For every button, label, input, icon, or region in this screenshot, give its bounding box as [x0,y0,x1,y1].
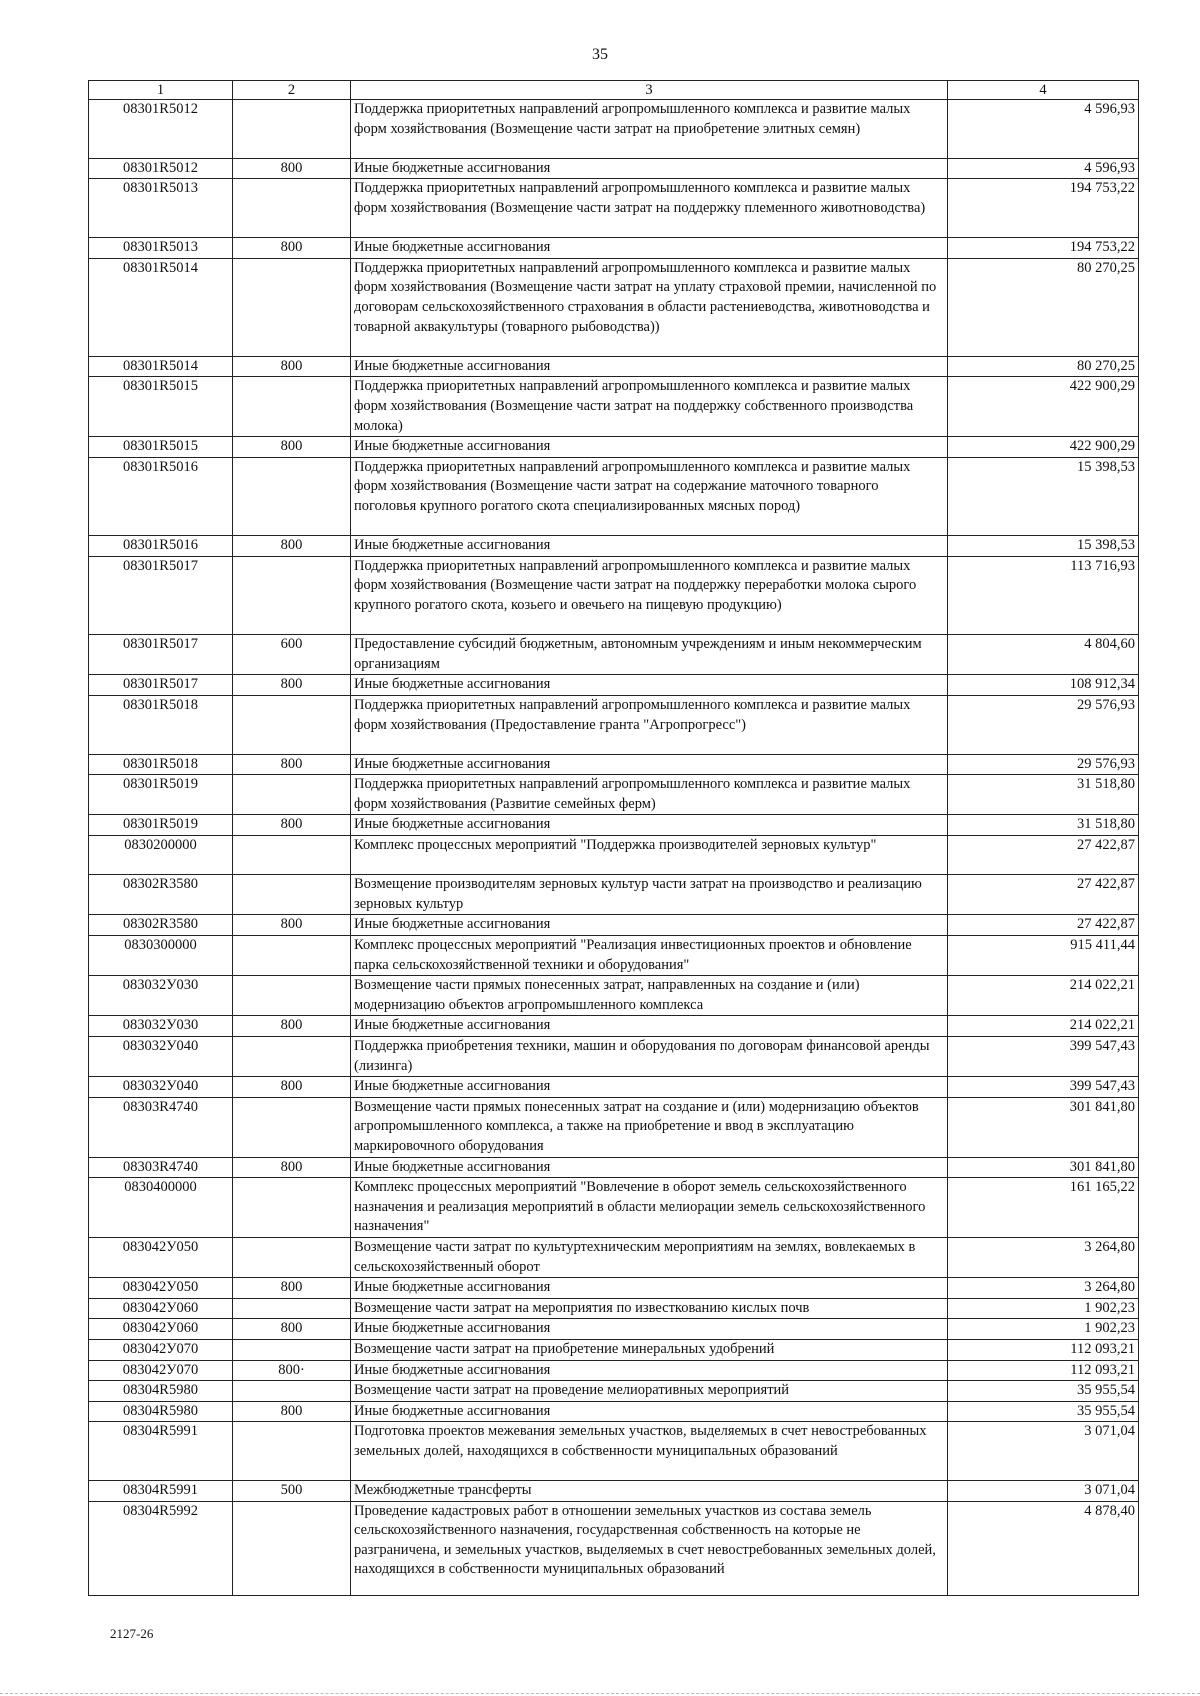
table-row [89,675,1139,696]
row-expense-type [233,1339,351,1360]
row-expense-type: 800 [233,915,351,936]
row-code: 08304R5991 [89,1422,233,1481]
row-amount: 3 264,80 [948,1237,1139,1277]
table-row [89,695,1139,754]
row-expense-type [233,1422,351,1481]
table-row [89,875,1139,915]
row-name: Возмещение части затрат на проведение мелиоративных мероприятий [351,1381,948,1402]
row-code: 083042У050 [89,1278,233,1299]
row-name: Иные бюджетные ассигнования [351,356,948,377]
row-amount: 194 753,22 [948,179,1139,238]
row-code: 08301R5016 [89,536,233,557]
row-amount: 194 753,22 [948,238,1139,259]
row-amount: 915 411,44 [948,936,1139,976]
row-amount: 15 398,53 [948,536,1139,557]
row-name: Возмещение части затрат на мероприятия по известкованию кислых почв [351,1298,948,1319]
row-name: Поддержка приобретения техники, машин и оборудования по договорам финансовой аренды (лизинга) [351,1037,948,1077]
table-row [89,1298,1139,1319]
row-amount: 80 270,25 [948,258,1139,356]
row-expense-type [233,1381,351,1402]
row-amount: 4 596,93 [948,100,1139,159]
row-code: 08301R5019 [89,775,233,815]
row-name: Поддержка приоритетных направлений агропромышленного комплекса и развитие малых форм хозяйствования (Возмещение части затрат на уплату страховой премии, начисленной по договорам сельскохозяйственного страхования в области растениеводства, животноводства и товарной аквакультуры (товарного рыбоводства)) [351,258,948,356]
row-expense-type [233,1237,351,1277]
row-code: 08304R5991 [89,1481,233,1502]
table-row [89,1237,1139,1277]
row-expense-type [233,100,351,159]
row-code: 08301R5015 [89,437,233,458]
row-code: 08301R5014 [89,258,233,356]
row-code: 08301R5018 [89,695,233,754]
row-expense-type: 800· [233,1360,351,1381]
row-code: 0830400000 [89,1178,233,1238]
row-expense-type [233,258,351,356]
row-name: Поддержка приоритетных направлений агропромышленного комплекса и развитие малых форм хозяйствования (Возмещение части затрат на поддержку собственного производства молока) [351,377,948,437]
table-row [89,635,1139,675]
row-amount: 161 165,22 [948,1178,1139,1238]
row-code: 083042У070 [89,1360,233,1381]
row-code: 08301R5012 [89,100,233,159]
row-code: 08304R5980 [89,1401,233,1422]
row-amount: 422 900,29 [948,377,1139,437]
row-amount: 4 596,93 [948,158,1139,179]
scan-edge-divider [0,1692,1200,1694]
row-name: Поддержка приоритетных направлений агропромышленного комплекса и развитие малых форм хозяйствования (Возмещение части затрат на поддержку племенного животноводства) [351,179,948,238]
page-number: 35 [592,46,608,63]
row-expense-type [233,179,351,238]
table-row [89,1339,1139,1360]
row-amount: 113 716,93 [948,556,1139,634]
row-amount: 301 841,80 [948,1157,1139,1178]
row-amount: 3 071,04 [948,1422,1139,1481]
row-expense-type: 800 [233,1401,351,1422]
table-header [89,81,1139,100]
row-name: Межбюджетные трансферты [351,1481,948,1502]
row-name: Комплекс процессных мероприятий "Поддержка производителей зерновых культур" [351,836,948,875]
row-code: 08301R5014 [89,356,233,377]
row-expense-type: 800 [233,1278,351,1299]
row-code: 083042У070 [89,1339,233,1360]
row-code: 08301R5017 [89,635,233,675]
row-amount: 35 955,54 [948,1381,1139,1402]
row-code: 08303R4740 [89,1157,233,1178]
row-name: Иные бюджетные ассигнования [351,815,948,836]
row-amount: 108 912,34 [948,675,1139,696]
row-expense-type [233,936,351,976]
row-code: 08303R4740 [89,1097,233,1157]
row-amount: 214 022,21 [948,1016,1139,1037]
row-expense-type: 800 [233,815,351,836]
row-code: 08302R3580 [89,875,233,915]
row-expense-type [233,836,351,875]
row-expense-type: 800 [233,356,351,377]
table-row [89,457,1139,535]
row-name: Поддержка приоритетных направлений агропромышленного комплекса и развитие малых форм хозяйствования (Развитие семейных ферм) [351,775,948,815]
table-row [89,1360,1139,1381]
table-row [89,1422,1139,1481]
row-expense-type: 800 [233,437,351,458]
document-footer-code: 2127-26 [110,1626,154,1641]
row-code: 08301R5013 [89,238,233,259]
table-row [89,1178,1139,1238]
row-name: Возмещение части прямых понесенных затрат на создание и (или) модернизацию объектов агропромышленного комплекса, а также на приобретение и ввод в эксплуатацию маркировочного оборудования [351,1097,948,1157]
table-row [89,238,1139,259]
header-row [89,81,1139,100]
row-expense-type [233,775,351,815]
column-header-name: 3 [351,81,948,100]
budget-table [88,80,1139,1596]
table-row [89,1501,1139,1595]
row-expense-type: 800 [233,675,351,696]
row-expense-type [233,377,351,437]
column-header-type: 2 [233,81,351,100]
row-expense-type: 800 [233,158,351,179]
row-code: 083042У050 [89,1237,233,1277]
row-expense-type [233,457,351,535]
row-code: 08301R5019 [89,815,233,836]
row-expense-type [233,1298,351,1319]
row-name: Иные бюджетные ассигнования [351,1319,948,1340]
row-name: Комплекс процессных мероприятий "Вовлечение в оборот земель сельскохозяйственного назначения и реализация мероприятий в области мелиорации земель сельскохозяйственного назначения" [351,1178,948,1238]
row-name: Предоставление субсидий бюджетным, автономным учреждениям и иным некоммерческим организациям [351,635,948,675]
table-row [89,815,1139,836]
row-expense-type [233,1178,351,1238]
row-name: Иные бюджетные ассигнования [351,1278,948,1299]
row-code: 08301R5016 [89,457,233,535]
row-name: Иные бюджетные ассигнования [351,536,948,557]
table-row [89,377,1139,437]
row-amount: 27 422,87 [948,836,1139,875]
row-amount: 112 093,21 [948,1360,1139,1381]
table-row [89,1037,1139,1077]
row-name: Поддержка приоритетных направлений агропромышленного комплекса и развитие малых форм хозяйствования (Возмещение части затрат на содержание маточного товарного поголовья крупного рогатого скота специализированных мясных пород) [351,457,948,535]
row-expense-type [233,1097,351,1157]
row-amount: 27 422,87 [948,875,1139,915]
table-row [89,1077,1139,1098]
row-name: Возмещение части затрат по культуртехническим мероприятиям на землях, вовлекаемых в сельскохозяйственный оборот [351,1237,948,1277]
row-expense-type: 800 [233,1157,351,1178]
table-row [89,1016,1139,1037]
row-name: Иные бюджетные ассигнования [351,1016,948,1037]
row-code: 083032У040 [89,1037,233,1077]
row-code: 083032У030 [89,1016,233,1037]
row-expense-type [233,695,351,754]
row-name: Иные бюджетные ассигнования [351,437,948,458]
row-name: Возмещение производителям зерновых культур части затрат на производство и реализацию зерновых культур [351,875,948,915]
row-amount: 31 518,80 [948,775,1139,815]
row-amount: 301 841,80 [948,1097,1139,1157]
table-row [89,356,1139,377]
row-code: 08301R5018 [89,754,233,775]
row-name: Поддержка приоритетных направлений агропромышленного комплекса и развитие малых форм хозяйствования (Возмещение части затрат на поддержку переработки молока сырого крупного рогатого скота, козьего и овечьего на пищевую продукцию) [351,556,948,634]
row-expense-type: 800 [233,1319,351,1340]
row-amount: 4 804,60 [948,635,1139,675]
table-row [89,1097,1139,1157]
row-name: Иные бюджетные ассигнования [351,915,948,936]
table-row [89,258,1139,356]
row-name: Возмещение части затрат на приобретение минеральных удобрений [351,1339,948,1360]
row-name: Иные бюджетные ассигнования [351,158,948,179]
row-amount: 1 902,23 [948,1319,1139,1340]
column-header-code: 1 [89,81,233,100]
row-expense-type: 800 [233,238,351,259]
row-expense-type [233,556,351,634]
table-row [89,556,1139,634]
row-code: 08304R5980 [89,1381,233,1402]
table-row [89,836,1139,875]
table-body [89,100,1139,1596]
table-row [89,536,1139,557]
row-amount: 29 576,93 [948,695,1139,754]
row-name: Проведение кадастровых работ в отношении земельных участков из состава земель сельскохозяйственного назначения, государственная собственность на которые не разграничена, и земельных участков, выделяемых в счет невостребованных земельных долей, находящихся в собственности муниципальных образований [351,1501,948,1595]
row-amount: 15 398,53 [948,457,1139,535]
row-code: 08301R5015 [89,377,233,437]
row-code: 083042У060 [89,1298,233,1319]
row-code: 08301R5017 [89,675,233,696]
row-expense-type: 600 [233,635,351,675]
row-amount: 3 071,04 [948,1481,1139,1502]
row-amount: 3 264,80 [948,1278,1139,1299]
row-name: Иные бюджетные ассигнования [351,1077,948,1098]
row-expense-type: 800 [233,536,351,557]
table-row [89,100,1139,159]
row-expense-type [233,1037,351,1077]
table-row [89,1157,1139,1178]
row-amount: 422 900,29 [948,437,1139,458]
table-row [89,915,1139,936]
row-name: Комплекс процессных мероприятий "Реализация инвестиционных проектов и обновление парка сельскохозяйственной техники и оборудования" [351,936,948,976]
row-name: Подготовка проектов межевания земельных участков, выделяемых в счет невостребованных земельных долей, находящихся в собственности муниципальных образований [351,1422,948,1481]
row-name: Иные бюджетные ассигнования [351,1360,948,1381]
row-code: 0830300000 [89,936,233,976]
row-name: Возмещение части прямых понесенных затрат, направленных на создание и (или) модернизацию объектов агропромышленного комплекса [351,976,948,1016]
row-amount: 112 093,21 [948,1339,1139,1360]
row-amount: 29 576,93 [948,754,1139,775]
row-code: 083032У040 [89,1077,233,1098]
row-code: 083042У060 [89,1319,233,1340]
row-amount: 35 955,54 [948,1401,1139,1422]
row-name: Поддержка приоритетных направлений агропромышленного комплекса и развитие малых форм хозяйствования (Предоставление гранта "Агропрогресс") [351,695,948,754]
row-code: 08301R5012 [89,158,233,179]
row-expense-type: 800 [233,1016,351,1037]
row-code: 08302R3580 [89,915,233,936]
row-name: Иные бюджетные ассигнования [351,238,948,259]
table-row [89,179,1139,238]
table-row [89,754,1139,775]
table-row [89,158,1139,179]
column-header-amount: 4 [948,81,1139,100]
row-expense-type [233,976,351,1016]
row-code: 08301R5013 [89,179,233,238]
row-amount: 4 878,40 [948,1501,1139,1595]
row-expense-type: 800 [233,754,351,775]
table-row [89,775,1139,815]
table-row [89,1481,1139,1502]
row-expense-type: 800 [233,1077,351,1098]
table-row [89,1381,1139,1402]
row-amount: 399 547,43 [948,1037,1139,1077]
row-code: 08301R5017 [89,556,233,634]
row-expense-type: 500 [233,1481,351,1502]
row-amount: 1 902,23 [948,1298,1139,1319]
row-name: Иные бюджетные ассигнования [351,1401,948,1422]
row-amount: 80 270,25 [948,356,1139,377]
row-code: 0830200000 [89,836,233,875]
row-amount: 27 422,87 [948,915,1139,936]
table-row [89,1319,1139,1340]
row-amount: 214 022,21 [948,976,1139,1016]
row-expense-type [233,875,351,915]
table-row [89,936,1139,976]
row-code: 083032У030 [89,976,233,1016]
table-row [89,1401,1139,1422]
row-expense-type [233,1501,351,1595]
row-name: Поддержка приоритетных направлений агропромышленного комплекса и развитие малых форм хозяйствования (Возмещение части затрат на приобретение элитных семян) [351,100,948,159]
table-row [89,1278,1139,1299]
row-code: 08304R5992 [89,1501,233,1595]
table-row [89,976,1139,1016]
row-amount: 31 518,80 [948,815,1139,836]
table-row [89,437,1139,458]
row-amount: 399 547,43 [948,1077,1139,1098]
row-name: Иные бюджетные ассигнования [351,675,948,696]
row-name: Иные бюджетные ассигнования [351,1157,948,1178]
row-name: Иные бюджетные ассигнования [351,754,948,775]
